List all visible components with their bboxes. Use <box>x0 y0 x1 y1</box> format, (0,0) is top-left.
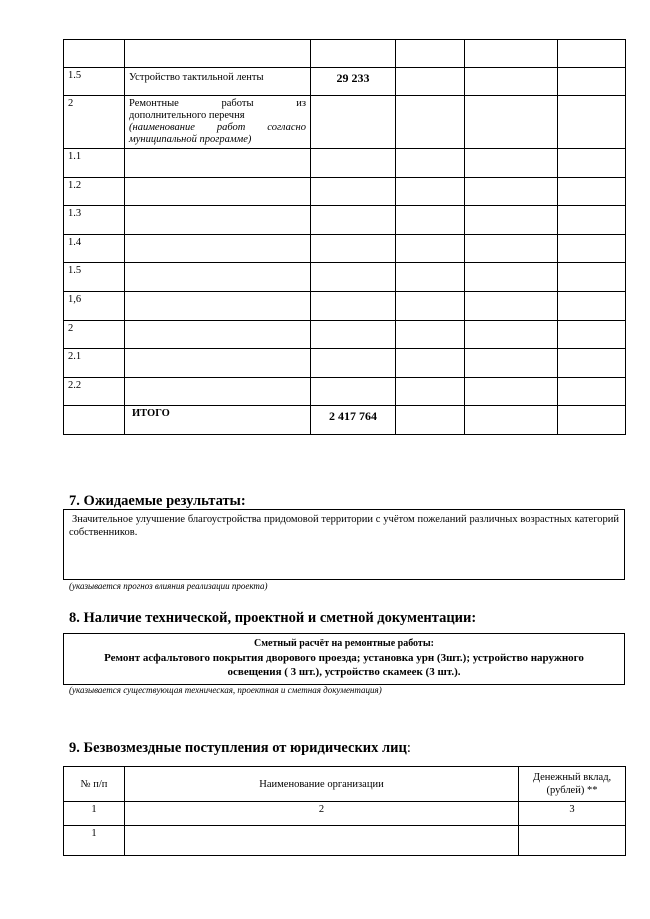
documentation-box <box>63 633 625 685</box>
section-8-note: (указывается существующая техническая, проектная и сметная документация) <box>69 685 382 695</box>
table-row <box>64 826 626 856</box>
work-amount <box>311 96 396 149</box>
work-name-line: муниципальной программе) <box>129 134 252 145</box>
work-name: Устройство тактильной ленты <box>125 68 311 96</box>
row-number: 1.3 <box>64 206 125 235</box>
column-header: Денежный вклад, (рублей) ** <box>519 767 626 802</box>
table-cell: 2 <box>125 802 519 826</box>
row-number <box>64 40 125 68</box>
documentation-line: Ремонт асфальтового покрытия дворового проезда; установка урн (3шт.); устройство наружного <box>104 652 584 664</box>
section-8-heading: 8. Наличие технической, проектной и сметной документации: <box>69 610 477 626</box>
column-header: № п/п <box>64 767 125 802</box>
work-name-line: (наименование работ согласно <box>129 122 306 133</box>
row-number: 2 <box>64 321 125 349</box>
table-cell <box>519 826 626 856</box>
work-name-line: дополнительного перечня <box>129 110 245 121</box>
work-amount: 29 233 <box>311 68 396 96</box>
row-number: 1,6 <box>64 292 125 321</box>
row-number: 1.5 <box>64 263 125 292</box>
expected-results-text: Значительное улучшение благоустройства придомовой территории с учётом пожеланий различных возрастных категорий собственников. <box>69 514 619 538</box>
work-amount <box>311 40 396 68</box>
total-amount: 2 417 764 <box>311 406 396 435</box>
row-number: 2.2 <box>64 378 125 406</box>
table-row <box>64 149 626 178</box>
row-number <box>64 406 125 435</box>
table-row <box>64 378 626 406</box>
column-header: Наименование организации <box>125 767 519 802</box>
row-number: 1.1 <box>64 149 125 178</box>
work-name <box>125 40 311 68</box>
table-row <box>64 178 626 206</box>
section-9-heading: 9. Безвозмездные поступления от юридических лиц: <box>69 740 411 756</box>
row-number: 1.2 <box>64 178 125 206</box>
table-cell: 3 <box>519 802 626 826</box>
donations-table <box>63 766 626 856</box>
table-row <box>64 235 626 263</box>
table-header-row <box>64 767 626 802</box>
section-7-heading: 7. Ожидаемые результаты: <box>69 493 246 509</box>
table-cell <box>125 826 519 856</box>
table-row <box>64 802 626 826</box>
documentation-line: освещения ( 3 шт.), устройство скамеек (3 шт.). <box>227 666 461 678</box>
table-row <box>64 96 626 149</box>
row-number: 2 <box>64 96 125 149</box>
row-number: 1.5 <box>64 68 125 96</box>
table-row <box>64 263 626 292</box>
table-row <box>64 68 626 96</box>
table-row <box>64 349 626 378</box>
row-number: 1.4 <box>64 235 125 263</box>
total-label: ИТОГО <box>125 406 311 435</box>
table-cell: 1 <box>64 826 125 856</box>
table-row <box>64 292 626 321</box>
documentation-title: Сметный расчёт на ремонтные работы: <box>254 638 434 649</box>
table-row <box>64 321 626 349</box>
expected-results-box <box>63 509 625 580</box>
total-row <box>64 406 626 435</box>
works-table <box>63 39 626 435</box>
row-number: 2.1 <box>64 349 125 378</box>
table-row <box>64 206 626 235</box>
work-name <box>125 96 311 149</box>
work-name-line: Ремонтные работы из <box>129 98 306 109</box>
section-7-note: (указывается прогноз влияния реализации проекта) <box>69 581 268 591</box>
table-cell: 1 <box>64 802 125 826</box>
table-row <box>64 40 626 68</box>
